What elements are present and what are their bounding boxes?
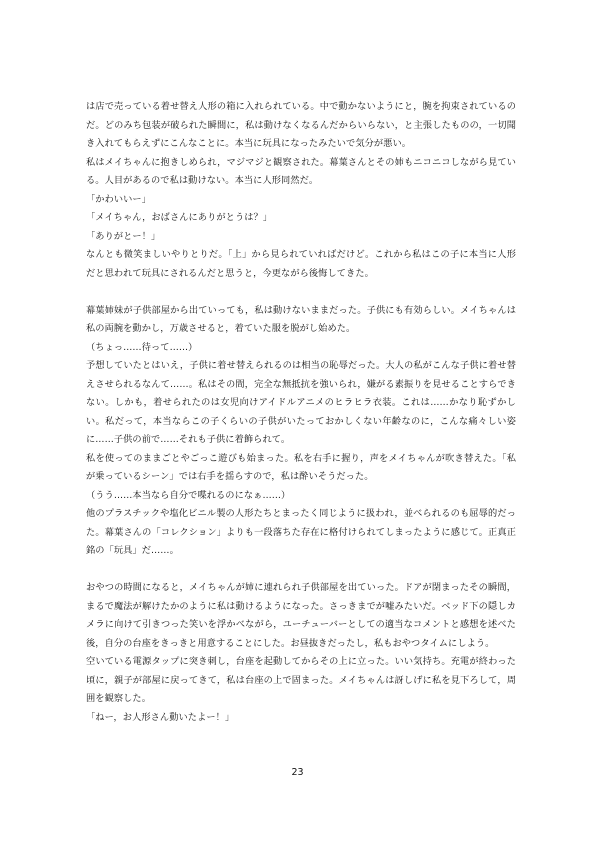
paragraph: 予想していたとはいえ，子供に着せ替えられるのは相当の恥辱だった。大人の私がこんな子供に着せ替えさせられるなんて……。私はその間，完全な無抵抗を強いられ，嫌がる素振りを見せることすらできない。しかも，着せられたのは女児向けアイドルアニメのヒラヒラ衣装。これは……かなり恥ずかしい。私だって，本当ならこの子くらいの子供がいたっておかしくない年齢なのに，こんな痛々しい姿に……子供の前で……それも子供に着飾られて。 <box>86 360 516 445</box>
paragraph-block <box>86 579 516 727</box>
dialogue-line: 「ねー，お人形さん動いたよー！」 <box>86 711 235 723</box>
body-text <box>86 98 516 727</box>
paragraph-block <box>86 98 516 283</box>
paragraph: 幕葉姉妹が子供部屋から出ていっても，私は動けないままだった。子供にも有効らしい。メイちゃんは私の両腕を動かし，万歳させると，着ていた服を脱がし始めた。 <box>86 304 516 334</box>
paragraph-gap <box>86 283 516 302</box>
paragraph: は店で売っている着せ替え人形の箱に入れられている。中で動かないようにと，腕を拘束されているのだ。どのみち包装が破られた瞬間に，私は動けなくなるんだからいらない，と主張したものの，一切聞き入れてもらえずにこんなことに。本当に玩具になったみたいで気分が悪い。 <box>86 101 516 149</box>
paragraph: 空いている電源タップに突き刺し，台座を起動してからその上に立った。いい気持ち。充電が終わった頃に，親子が部屋に戻ってきて，私は台座の上で固まった。メイちゃんは訝しげに私を見下ろして，周囲を観察した。 <box>86 656 516 704</box>
paragraph: おやつの時間になると，メイちゃんが姉に連れられ子供部屋を出ていった。ドアが閉まったその瞬間，まるで魔法が解けたかのように私は動けるようになった。さっきまでが嘘みたいだ。ベッド下の隠しカメラに向けて引きつった笑いを浮かべながら，ユーチューバーとしての適当なコメントと感想を述べた後，自分の台座をきっきと用意することにした。お昼抜きだったし，私もおやつタイムにしよう。 <box>86 582 516 649</box>
paragraph: 私はメイちゃんに抱きしめられ，マジマジと観察された。幕葉さんとその姉もニコニコしながら見ている。人目があるので私は動けない。本当に人形同然だ。 <box>86 156 516 186</box>
paragraph-block <box>86 302 516 561</box>
paragraph: なんとも微笑ましいやりとりだ。「上」から見られていればだけど。これから私はこの子に本当に人形だと思われて玩具にされるんだと思うと，今更ながら後悔してきた。 <box>86 249 516 279</box>
paragraph-gap <box>86 561 516 580</box>
dialogue-line: 「メイちゃん，おばさんにありがとうは？」 <box>86 212 273 223</box>
paragraph: 他のプラスチックや塩化ビニル製の人形たちとまったく同じように扱われ，並べられるのも屈辱的だった。幕葉さんの「コレクション」よりも一段落ちた存在に格付けられてしまったように感じて。正真正銘の「玩具」だ……。 <box>86 508 516 556</box>
page-number: 23 <box>291 767 304 778</box>
inner-thought-line: （うう……本当なら自分で喋れるのになぁ……） <box>86 489 291 501</box>
inner-thought-line: （ちょっ……待って……） <box>86 341 198 353</box>
dialogue-line: 「かわいいー」 <box>86 193 152 205</box>
dialogue-line: 「ありがとー！」 <box>86 230 161 242</box>
paragraph: 私を使ってのままごとやごっこ遊びも始まった。私を右手に握り，声をメイちゃんが吹き替えた。「私が乗っているシーン」では右手を揺らすので，私は酔いそうだった。 <box>86 452 516 482</box>
